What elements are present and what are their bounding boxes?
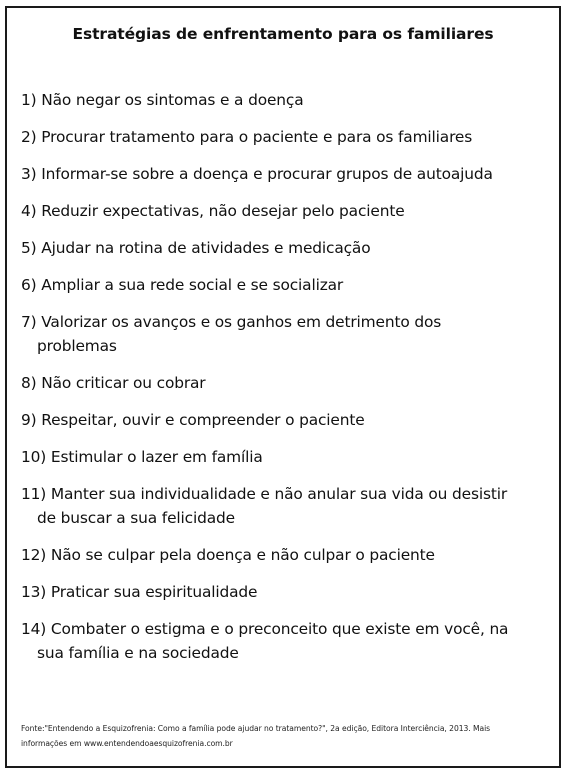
strategy-list — [21, 88, 551, 678]
list-item-text: 8) Não criticar ou cobrar — [21, 374, 206, 392]
list-item-text: 13) Praticar sua espiritualidade — [21, 583, 258, 601]
list-item — [21, 445, 551, 469]
card-title: Estratégias de enfrentamento para os familiares — [72, 25, 494, 43]
list-item — [21, 482, 551, 530]
list-item — [21, 371, 551, 395]
list-item — [21, 310, 551, 358]
list-item — [21, 162, 551, 186]
list-item — [21, 199, 551, 223]
list-item-continuation: sua família e na sociedade — [37, 644, 239, 662]
list-item-text: 5) Ajudar na rotina de atividades e medicação — [21, 239, 371, 257]
source-link-line: informações em www.entendendoaesquizofrenia.com.br — [21, 739, 233, 748]
list-item-text: 10) Estimular o lazer em família — [21, 448, 263, 466]
list-item-text: 1) Não negar os sintomas e a doença — [21, 91, 304, 109]
list-item-text: 2) Procurar tratamento para o paciente e para os familiares — [21, 128, 473, 146]
list-item — [21, 125, 551, 149]
list-item-continuation: de buscar a sua felicidade — [37, 509, 235, 527]
source-line: Fonte:"Entendendo a Esquizofrenia: Como a família pode ajudar no tratamento?", 2a edição, Editora Interciência, 2013. Mais — [21, 724, 491, 733]
list-item — [21, 273, 551, 297]
list-item — [21, 543, 551, 567]
source-note — [21, 721, 551, 751]
list-item-text: 14) Combater o estigma e o preconceito que existe em você, na — [21, 620, 509, 638]
list-item-text: 6) Ampliar a sua rede social e se socializar — [21, 276, 344, 294]
list-item-text: 12) Não se culpar pela doença e não culpar o paciente — [21, 546, 435, 564]
list-item-text: 9) Respeitar, ouvir e compreender o paciente — [21, 411, 365, 429]
list-item-continuation: problemas — [37, 337, 117, 355]
list-item-text: 11) Manter sua individualidade e não anular sua vida ou desistir — [21, 485, 508, 503]
list-item-text: 4) Reduzir expectativas, não desejar pelo paciente — [21, 202, 405, 220]
list-item — [21, 88, 551, 112]
list-item-text: 7) Valorizar os avanços e os ganhos em detrimento dos — [21, 313, 442, 331]
info-card — [5, 6, 561, 768]
list-item — [21, 617, 551, 665]
list-item — [21, 408, 551, 432]
list-item — [21, 580, 551, 604]
list-item-text: 3) Informar-se sobre a doença e procurar grupos de autoajuda — [21, 165, 493, 183]
list-item — [21, 236, 551, 260]
